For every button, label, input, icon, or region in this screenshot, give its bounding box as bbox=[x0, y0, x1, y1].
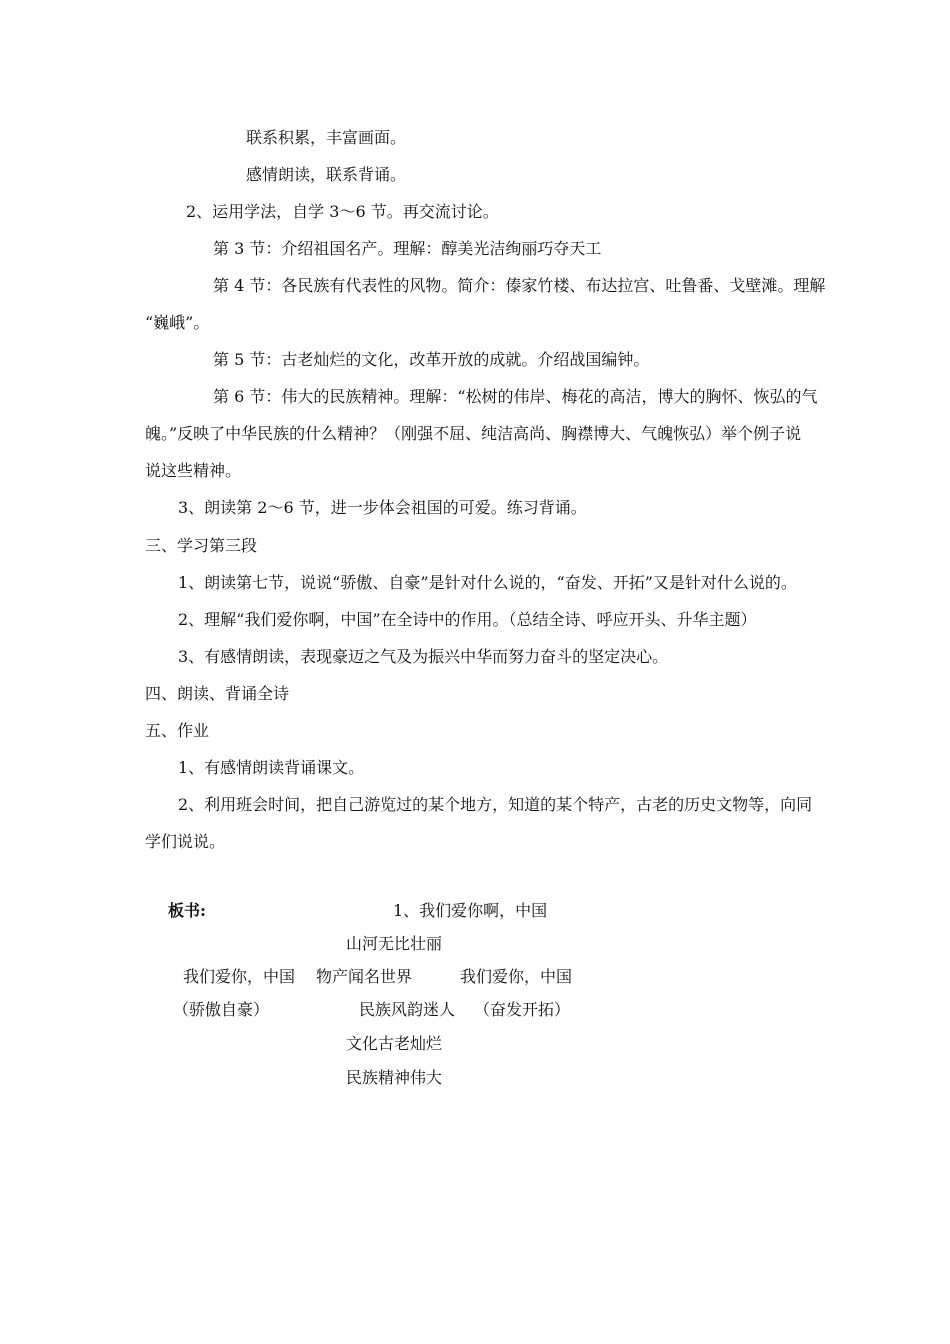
text-line: 1、朗读第七节，说说“骄傲、自豪”是针对什么说的，“奋发、开拓”又是针对什么说的。 bbox=[178, 573, 797, 592]
text-line: 2、运用学法，自学 3～6 节。再交流讨论。 bbox=[186, 202, 499, 221]
text-line: 学们说说。 bbox=[145, 832, 226, 851]
text-line: 联系积累，丰富画面。 bbox=[246, 128, 407, 147]
board-title: 1、我们爱你啊，中国 bbox=[393, 901, 548, 920]
board-center-item: 文化古老灿烂 bbox=[346, 1034, 443, 1053]
board-center-item: 民族精神伟大 bbox=[346, 1068, 443, 1087]
section-heading: 五、作业 bbox=[145, 721, 210, 740]
text-line: 1、有感情朗读背诵课文。 bbox=[178, 758, 365, 777]
text-line: “巍峨”。 bbox=[145, 313, 210, 332]
text-line: 2、利用班会时间，把自己游览过的某个地方，知道的某个特产，古老的历史文物等，向同 bbox=[178, 795, 813, 814]
board-right-item: （奋发开拓） bbox=[474, 1000, 571, 1019]
section-heading: 四、朗读、背诵全诗 bbox=[145, 684, 290, 703]
board-center-item: 山河无比壮丽 bbox=[346, 934, 443, 953]
section-heading: 三、学习第三段 bbox=[145, 536, 258, 555]
board-center-item: 民族风韵迷人 bbox=[359, 1000, 456, 1019]
text-line: 2、理解“我们爱你啊，中国”在全诗中的作用。（总结全诗、呼应开头、升华主题） bbox=[178, 610, 757, 629]
text-line: 3、朗读第 2～6 节，进一步体会祖国的可爱。练习背诵。 bbox=[178, 498, 587, 517]
board-left-item: 我们爱你，中国 bbox=[183, 967, 296, 986]
text-line: 第 3 节：介绍祖国名产。理解：醇美光洁绚丽巧夺天工 bbox=[213, 239, 602, 258]
board-center-item: 物产闻名世界 bbox=[316, 967, 413, 986]
text-line: 感情朗读，联系背诵。 bbox=[246, 165, 407, 184]
text-line: 3、有感情朗读，表现豪迈之气及为振兴中华而努力奋斗的坚定决心。 bbox=[178, 647, 669, 666]
text-line: 第 5 节：古老灿烂的文化，改革开放的成就。介绍战国编钟。 bbox=[213, 350, 650, 369]
board-label: 板书: bbox=[168, 901, 206, 920]
text-line: 魄。”反映了中华民族的什么精神？（刚强不屈、纯洁高尚、胸襟博大、气魄恢弘）举个例子说 bbox=[145, 424, 802, 443]
text-line: 第 4 节：各民族有代表性的风物。简介：傣家竹楼、布达拉宫、吐鲁番、戈壁滩。理解 bbox=[213, 276, 826, 295]
board-left-item: （骄傲自豪） bbox=[173, 1000, 270, 1019]
text-line: 说这些精神。 bbox=[145, 461, 242, 480]
board-right-item: 我们爱你，中国 bbox=[460, 967, 573, 986]
text-line: 第 6 节：伟大的民族精神。理解：“松树的伟岸、梅花的高洁，博大的胸怀、恢弘的气 bbox=[213, 387, 818, 406]
